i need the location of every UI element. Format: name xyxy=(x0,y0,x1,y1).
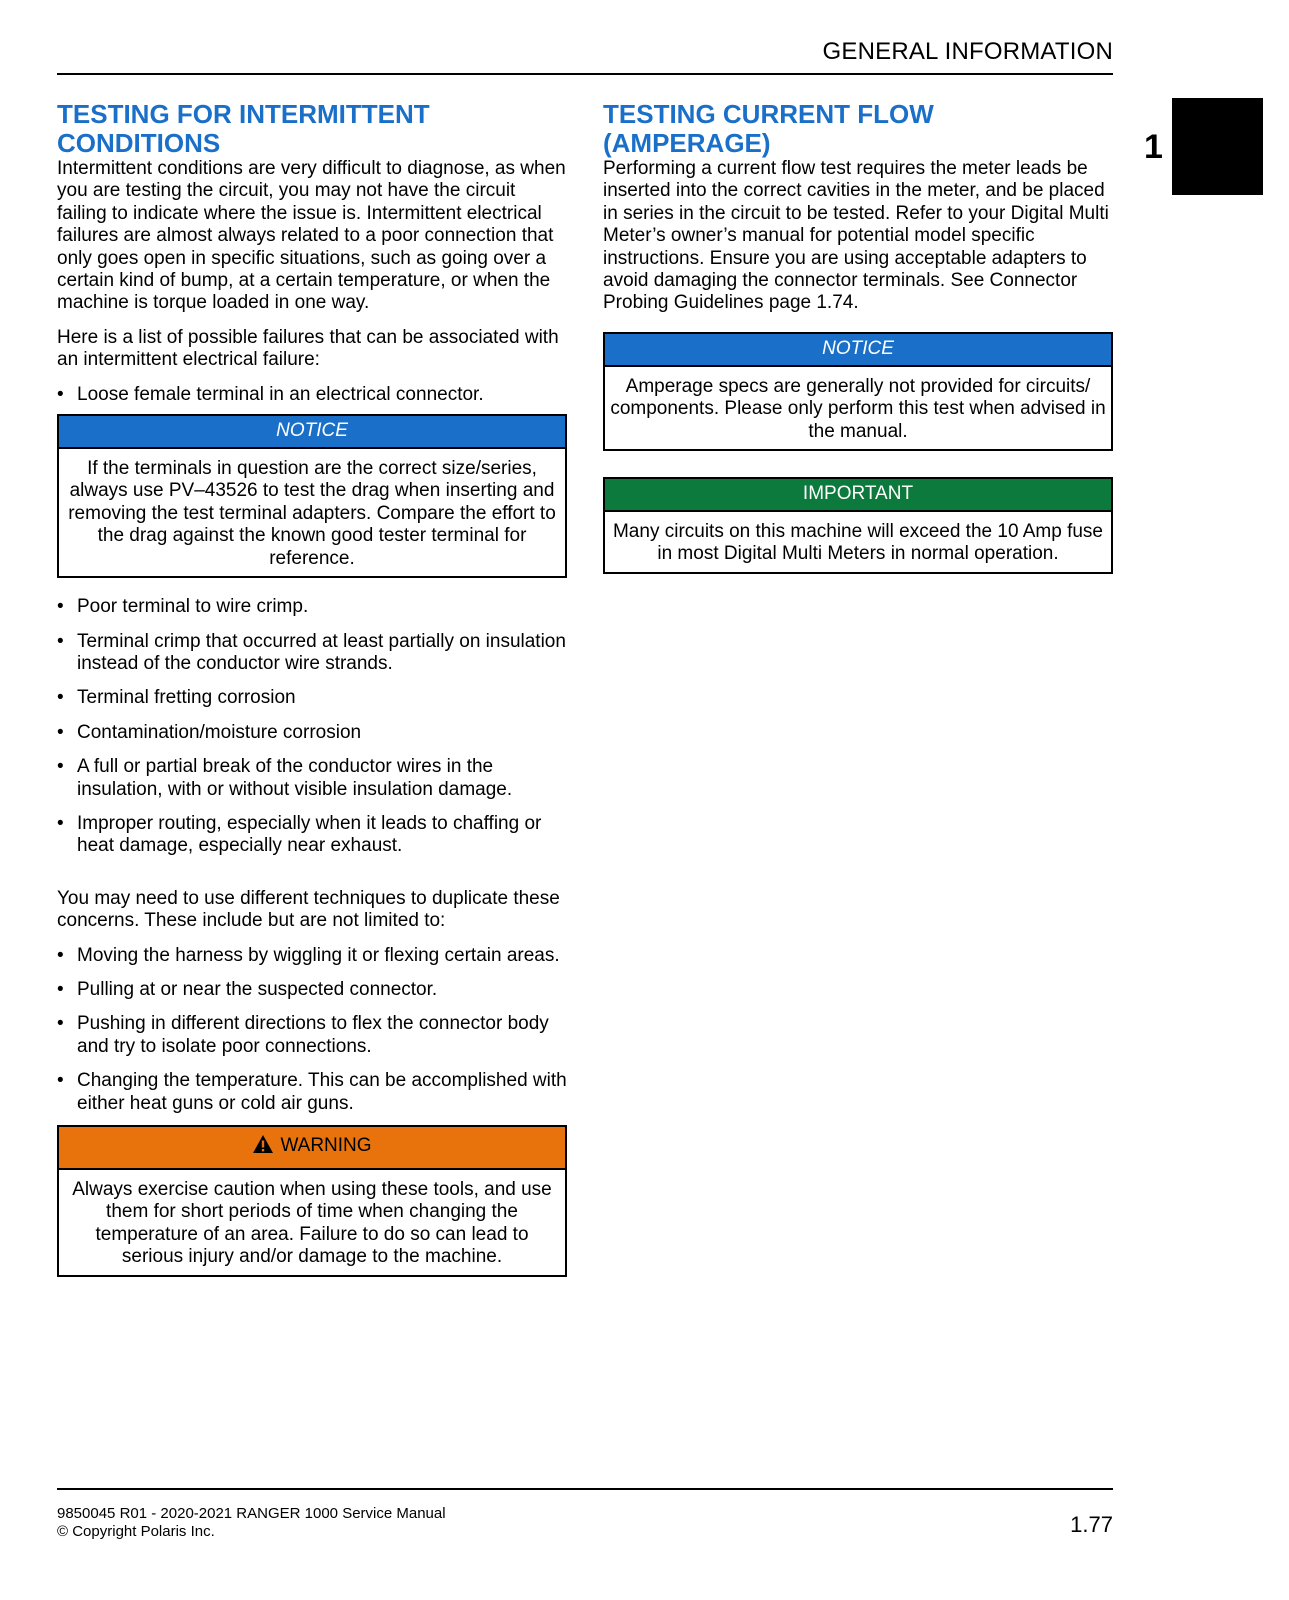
warning-header xyxy=(59,1127,565,1170)
footer-document-info xyxy=(57,1505,446,1541)
warning-label: WARNING xyxy=(280,1135,372,1156)
chapter-tab xyxy=(1172,98,1263,195)
list-item: • Contamination/moisture corrosion xyxy=(57,722,567,744)
list-item: • Improper routing, especially when it leads to chaffing or heat damage, especially near exhaust. xyxy=(57,813,567,858)
section-title: GENERAL INFORMATION xyxy=(822,38,1113,65)
notice-text: Amperage specs are generally not provided for circuits/ components. Please only perform this test when advised in the manual. xyxy=(610,375,1106,442)
notice-box-amperage xyxy=(603,332,1113,451)
important-box xyxy=(603,477,1113,574)
list-item: • Pulling at or near the suspected connector. xyxy=(57,979,567,1001)
heading-current-flow: TESTING CURRENT FLOW (AMPERAGE) xyxy=(603,99,934,158)
warning-text: Always exercise caution when using these tools, and use them for short periods of time when changing the temperature of an area. Failure to do so can lead to serious injury and/or damage to the machine. xyxy=(72,1179,552,1268)
warning-box xyxy=(57,1125,567,1277)
header-rule xyxy=(57,73,1113,75)
important-label: IMPORTANT xyxy=(605,479,1111,512)
intermittent-intro: Intermittent conditions are very difficult to diagnose, as when you are testing the circuit, you may not have the circuit failing to indicate where the issue is. Intermittent electrical failures are almost always related to a poor connection that only goes open in specific situations, such as going over a certain kind of bump, at a certain temperature, or when the machine is torque loaded in one way. xyxy=(57,158,566,314)
right-column xyxy=(603,100,1113,574)
list-item: • Moving the harness by wiggling it or flexing certain areas. xyxy=(57,945,567,967)
failures-list xyxy=(57,596,567,858)
footer-copyright: © Copyright Polaris Inc. xyxy=(57,1523,215,1540)
list-item: • Pushing in different directions to flex the connector body and try to isolate poor connections. xyxy=(57,1013,567,1058)
notice-text: If the terminals in question are the correct size/series, always use PV–43526 to test the drag when inserting and removing the test terminal adapters. Compare the effort to the drag against the known good tester terminal for reference. xyxy=(68,458,556,569)
page-number: 1.77 xyxy=(1070,1512,1113,1537)
failures-list-first xyxy=(57,384,567,406)
list-item: • Poor terminal to wire crimp. xyxy=(57,596,567,618)
notice-box-terminals xyxy=(57,414,567,578)
left-column xyxy=(57,100,567,1277)
footer-manual-title: 9850045 R01 - 2020-2021 RANGER 1000 Service Manual xyxy=(57,1505,446,1522)
chapter-number: 1 xyxy=(1144,128,1163,166)
warning-triangle-icon xyxy=(252,1134,274,1160)
notice-label: NOTICE xyxy=(59,416,565,449)
failures-list-intro: Here is a list of possible failures that can be associated with an intermittent electrical failure: xyxy=(57,326,559,371)
techniques-list xyxy=(57,945,567,1115)
notice-label: NOTICE xyxy=(605,334,1111,367)
important-text: Many circuits on this machine will exceed the 10 Amp fuse in most Digital Multi Meters in normal operation. xyxy=(612,521,1103,565)
current-flow-intro: Performing a current flow test requires the meter leads be inserted into the correct cavities in the meter, and be placed in series in the circuit to be tested. Refer to your Digital Multi Meter’s owner’s manual for potential model specific instructions. Ensure you are using acceptable adapters to avoid damaging the connector terminals. See Connector Probing Guidelines page 1.74. xyxy=(603,158,1109,314)
list-item: • Loose female terminal in an electrical connector. xyxy=(57,384,567,406)
list-item: • Terminal fretting corrosion xyxy=(57,687,567,709)
list-item: • Changing the temperature. This can be accomplished with either heat guns or cold air guns. xyxy=(57,1070,567,1115)
list-item: • Terminal crimp that occurred at least partially on insulation instead of the conductor wire strands. xyxy=(57,631,567,676)
heading-intermittent: TESTING FOR INTERMITTENT CONDITIONS xyxy=(57,99,430,158)
techniques-intro: You may need to use different techniques to duplicate these concerns. These include but are not limited to: xyxy=(57,887,560,932)
footer-rule xyxy=(57,1488,1113,1490)
list-item: • A full or partial break of the conductor wires in the insulation, with or without visible insulation damage. xyxy=(57,756,567,801)
